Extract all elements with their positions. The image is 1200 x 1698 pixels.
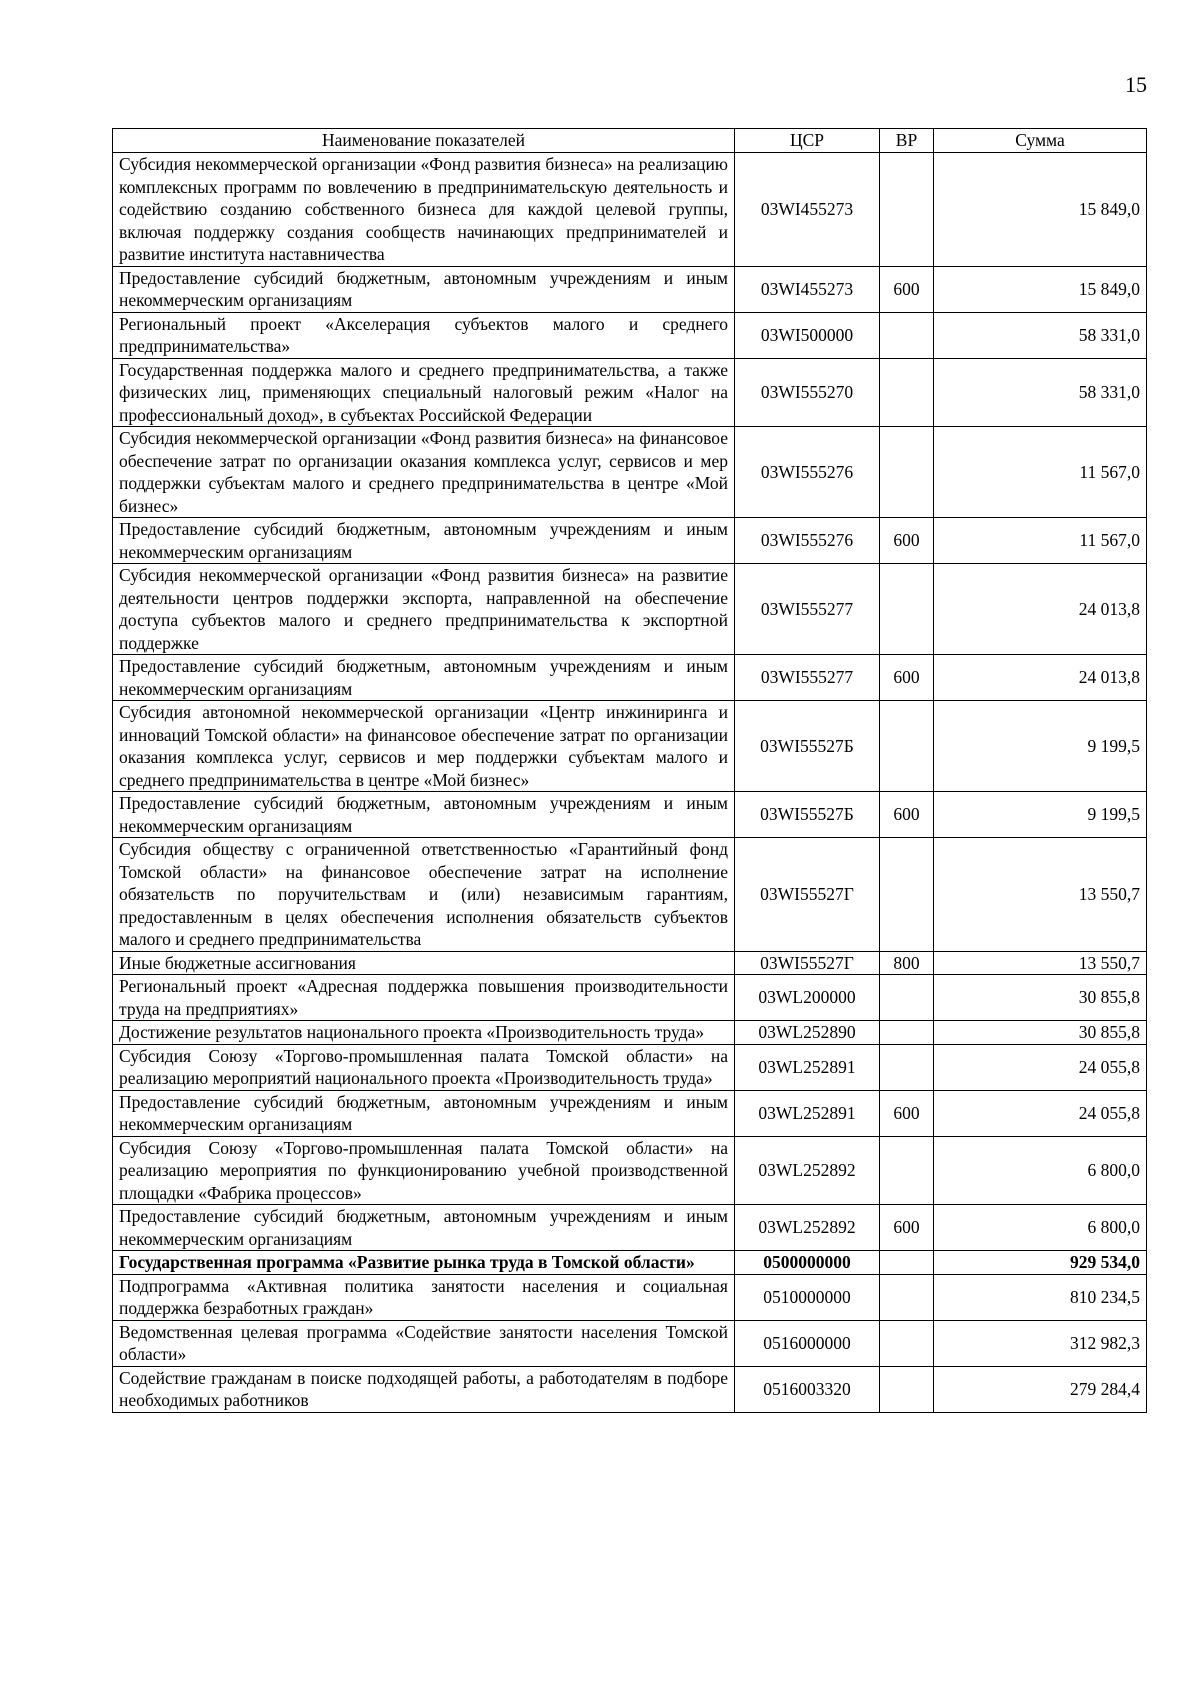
row-name-cell: Субсидия некоммерческой организации «Фонд развития бизнеса» на финансовое обеспечение затрат по организации оказания комплекса услуг, сервисов и мер поддержки субъектам малого и среднего предпринимательства в центре «Мой бизнес» — [113, 427, 735, 518]
row-sum-cell: 15 849,0 — [934, 153, 1147, 267]
row-sum-cell: 13 550,7 — [934, 951, 1147, 975]
row-name-cell: Предоставление субсидий бюджетным, автономным учреждениям и иным некоммерческим организациям — [113, 518, 735, 564]
table-row — [113, 1366, 1147, 1412]
row-name-cell: Предоставление субсидий бюджетным, автономным учреждениям и иным некоммерческим организациям — [113, 655, 735, 701]
row-vr-cell: 600 — [880, 518, 934, 564]
row-sum-cell: 312 982,3 — [934, 1320, 1147, 1366]
row-csr-cell: 03WL252892 — [735, 1205, 880, 1251]
row-name-cell: Государственная программа «Развитие рынка труда в Томской области» — [113, 1251, 735, 1275]
row-csr-cell: 0500000000 — [735, 1251, 880, 1275]
row-vr-cell — [880, 564, 934, 655]
row-csr-cell: 03WI55527Б — [735, 792, 880, 838]
row-name-cell: Предоставление субсидий бюджетным, автономным учреждениям и иным некоммерческим организациям — [113, 1090, 735, 1136]
row-csr-cell: 03WI455273 — [735, 266, 880, 312]
row-vr-cell — [880, 312, 934, 358]
row-vr-cell — [880, 427, 934, 518]
table-row — [113, 358, 1147, 427]
row-csr-cell: 03WL252891 — [735, 1044, 880, 1090]
row-vr-cell: 600 — [880, 655, 934, 701]
row-csr-cell: 03WI555277 — [735, 655, 880, 701]
table-row — [113, 1044, 1147, 1090]
row-sum-cell: 30 855,8 — [934, 1021, 1147, 1045]
row-vr-cell — [880, 153, 934, 267]
row-csr-cell: 03WI55527Г — [735, 838, 880, 952]
table-body — [113, 153, 1147, 1413]
table-row — [113, 1205, 1147, 1251]
row-name-cell: Предоставление субсидий бюджетным, автономным учреждениям и иным некоммерческим организациям — [113, 792, 735, 838]
table-row — [113, 1274, 1147, 1320]
row-name-cell: Субсидия некоммерческой организации «Фонд развития бизнеса» на развитие деятельности центров поддержки экспорта, направленной на обеспечение доступа субъектов малого и среднего предпринимательства к экспортной поддержке — [113, 564, 735, 655]
table-row — [113, 518, 1147, 564]
row-vr-cell — [880, 838, 934, 952]
row-name-cell: Субсидия автономной некоммерческой организации «Центр инжиниринга и инноваций Томской области» на финансовое обеспечение затрат по организации оказания комплекса услуг, сервисов и мер поддержки субъектам малого и среднего предпринимательства в центре «Мой бизнес» — [113, 701, 735, 792]
row-sum-cell: 6 800,0 — [934, 1205, 1147, 1251]
table-row — [113, 266, 1147, 312]
row-csr-cell: 03WI500000 — [735, 312, 880, 358]
row-name-cell: Региональный проект «Адресная поддержка повышения производительности труда на предприятиях» — [113, 975, 735, 1021]
row-name-cell: Предоставление субсидий бюджетным, автономным учреждениям и иным некоммерческим организациям — [113, 1205, 735, 1251]
row-csr-cell: 03WI55527Г — [735, 951, 880, 975]
row-vr-cell: 600 — [880, 266, 934, 312]
row-sum-cell: 11 567,0 — [934, 518, 1147, 564]
row-name-cell: Иные бюджетные ассигнования — [113, 951, 735, 975]
row-vr-cell: 800 — [880, 951, 934, 975]
row-vr-cell — [880, 1044, 934, 1090]
table-row — [113, 1251, 1147, 1275]
row-csr-cell: 03WL200000 — [735, 975, 880, 1021]
row-name-cell: Субсидия некоммерческой организации «Фонд развития бизнеса» на реализацию комплексных программ по вовлечению в предпринимательскую деятельность и содействию созданию собственного бизнеса для каждой целевой группы, включая поддержку создания сообществ начинающих предпринимателей и развитие института наставничества — [113, 153, 735, 267]
row-csr-cell: 03WI555276 — [735, 518, 880, 564]
table-row — [113, 975, 1147, 1021]
table-row — [113, 1320, 1147, 1366]
row-sum-cell: 24 013,8 — [934, 564, 1147, 655]
header-csr: ЦСР — [735, 129, 880, 153]
table-header-row — [113, 129, 1147, 153]
row-csr-cell: 03WI555277 — [735, 564, 880, 655]
row-vr-cell — [880, 358, 934, 427]
row-vr-cell — [880, 975, 934, 1021]
row-vr-cell: 600 — [880, 1205, 934, 1251]
table-row — [113, 153, 1147, 267]
row-vr-cell — [880, 701, 934, 792]
row-name-cell: Подпрограмма «Активная политика занятости населения и социальная поддержка безработных граждан» — [113, 1274, 735, 1320]
table-row — [113, 427, 1147, 518]
row-csr-cell: 03WL252890 — [735, 1021, 880, 1045]
row-name-cell: Государственная поддержка малого и среднего предпринимательства, а также физических лиц, применяющих специальный налоговый режим «Налог на профессиональный доход», в субъектах Российской Федерации — [113, 358, 735, 427]
row-sum-cell: 15 849,0 — [934, 266, 1147, 312]
row-name-cell: Субсидия Союзу «Торгово-промышленная палата Томской области» на реализацию мероприятий национального проекта «Производительность труда» — [113, 1044, 735, 1090]
row-csr-cell: 03WL252892 — [735, 1136, 880, 1205]
row-sum-cell: 9 199,5 — [934, 701, 1147, 792]
row-vr-cell: 600 — [880, 1090, 934, 1136]
row-name-cell: Субсидия обществу с ограниченной ответственностью «Гарантийный фонд Томской области» на финансовое обеспечение затрат на исполнение обязательств по поручительствам и (или) независимым гарантиям, предоставленным в целях обеспечения исполнения обязательств субъектов малого и среднего предпринимательства — [113, 838, 735, 952]
header-name: Наименование показателей — [113, 129, 735, 153]
row-sum-cell: 9 199,5 — [934, 792, 1147, 838]
row-sum-cell: 6 800,0 — [934, 1136, 1147, 1205]
row-sum-cell: 810 234,5 — [934, 1274, 1147, 1320]
row-sum-cell: 929 534,0 — [934, 1251, 1147, 1275]
row-vr-cell — [880, 1021, 934, 1045]
row-csr-cell: 0516003320 — [735, 1366, 880, 1412]
table-row — [113, 1090, 1147, 1136]
row-vr-cell — [880, 1136, 934, 1205]
table-row — [113, 312, 1147, 358]
table-row — [113, 838, 1147, 952]
row-csr-cell: 03WL252891 — [735, 1090, 880, 1136]
row-name-cell: Достижение результатов национального проекта «Производительность труда» — [113, 1021, 735, 1045]
row-sum-cell: 30 855,8 — [934, 975, 1147, 1021]
row-csr-cell: 03WI55527Б — [735, 701, 880, 792]
row-name-cell: Субсидия Союзу «Торгово-промышленная палата Томской области» на реализацию мероприятия по функционированию учебной производственной площадки «Фабрика процессов» — [113, 1136, 735, 1205]
table-row — [113, 701, 1147, 792]
row-vr-cell — [880, 1366, 934, 1412]
row-sum-cell: 11 567,0 — [934, 427, 1147, 518]
row-sum-cell: 24 013,8 — [934, 655, 1147, 701]
row-name-cell: Содействие гражданам в поиске подходящей работы, а работодателям в подборе необходимых работников — [113, 1366, 735, 1412]
table-row — [113, 1021, 1147, 1045]
table-row — [113, 655, 1147, 701]
page-number: 15 — [1125, 72, 1147, 97]
row-sum-cell: 24 055,8 — [934, 1044, 1147, 1090]
table-row — [113, 564, 1147, 655]
row-csr-cell: 03WI555276 — [735, 427, 880, 518]
row-name-cell: Предоставление субсидий бюджетным, автономным учреждениям и иным некоммерческим организациям — [113, 266, 735, 312]
row-csr-cell: 03WI455273 — [735, 153, 880, 267]
header-sum: Сумма — [934, 129, 1147, 153]
header-vr: ВР — [880, 129, 934, 153]
table-row — [113, 792, 1147, 838]
row-sum-cell: 58 331,0 — [934, 312, 1147, 358]
row-csr-cell: 0510000000 — [735, 1274, 880, 1320]
table-row — [113, 951, 1147, 975]
row-sum-cell: 279 284,4 — [934, 1366, 1147, 1412]
row-csr-cell: 03WI555270 — [735, 358, 880, 427]
row-sum-cell: 58 331,0 — [934, 358, 1147, 427]
row-name-cell: Ведомственная целевая программа «Содействие занятости населения Томской области» — [113, 1320, 735, 1366]
row-sum-cell: 24 055,8 — [934, 1090, 1147, 1136]
row-csr-cell: 0516000000 — [735, 1320, 880, 1366]
table-row — [113, 1136, 1147, 1205]
row-vr-cell — [880, 1274, 934, 1320]
row-sum-cell: 13 550,7 — [934, 838, 1147, 952]
row-vr-cell: 600 — [880, 792, 934, 838]
row-name-cell: Региональный проект «Акселерация субъектов малого и среднего предпринимательства» — [113, 312, 735, 358]
budget-table — [112, 128, 1147, 1413]
row-vr-cell — [880, 1320, 934, 1366]
row-vr-cell — [880, 1251, 934, 1275]
